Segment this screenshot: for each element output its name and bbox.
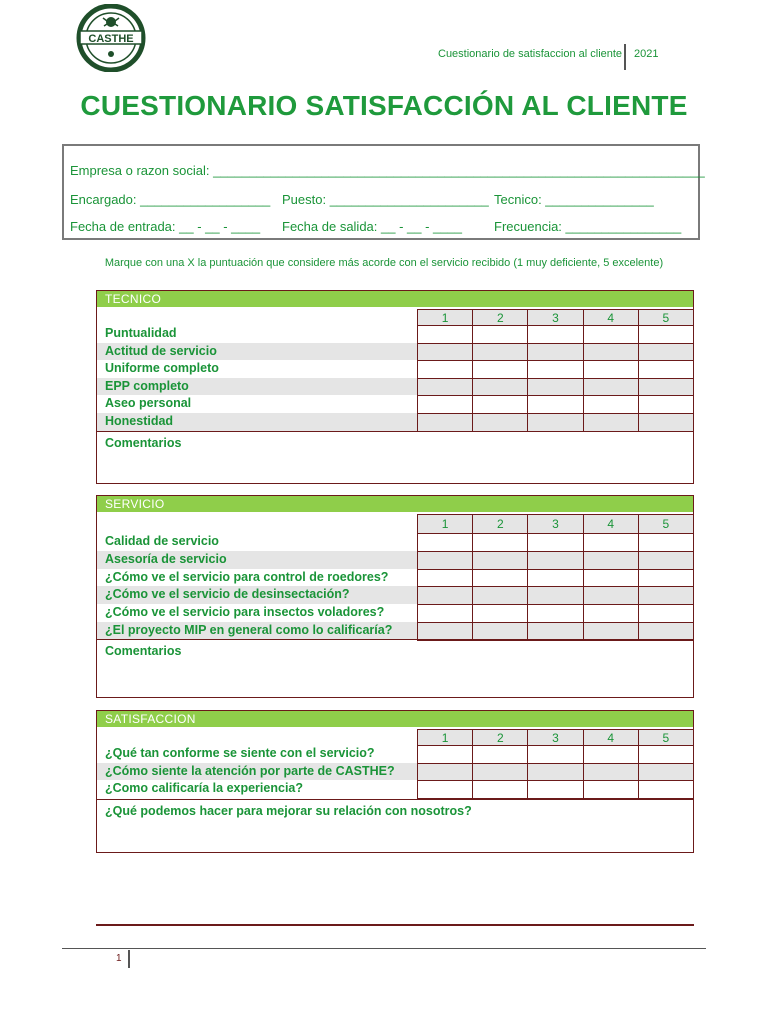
rating-cell-3[interactable]: [527, 360, 583, 379]
fecha-entrada-field[interactable]: Fecha de entrada: __ - __ - ____: [70, 219, 261, 234]
rating-cell-1[interactable]: [417, 622, 473, 641]
rating-cell-1[interactable]: [417, 533, 473, 552]
rating-cell-4[interactable]: [583, 763, 639, 782]
scale-header-4: 4: [583, 309, 639, 326]
question-label: ¿Cómo siente la atención por parte de CASTHE?: [105, 763, 395, 778]
rating-cell-5[interactable]: [638, 569, 694, 588]
rating-cell-1[interactable]: [417, 551, 473, 570]
question-label: Honestidad: [105, 414, 174, 428]
rating-cell-5[interactable]: [638, 586, 694, 605]
scale-header-3: 3: [527, 729, 583, 746]
rating-cell-2[interactable]: [472, 745, 528, 764]
instructions: Marque con una X la puntuación que considere más acorde con el servicio recibido (1 muy deficiente, 5 excelente): [104, 257, 664, 269]
rating-cell-1[interactable]: [417, 360, 473, 379]
rating-cell-3[interactable]: [527, 622, 583, 641]
rating-cell-3[interactable]: [527, 763, 583, 782]
rating-cell-5[interactable]: [638, 378, 694, 397]
scale-header-3: 3: [527, 309, 583, 326]
rating-cell-3[interactable]: [527, 586, 583, 605]
rating-cell-1[interactable]: [417, 763, 473, 782]
rating-cell-2[interactable]: [472, 360, 528, 379]
rating-cell-2[interactable]: [472, 325, 528, 344]
rating-cell-4[interactable]: [583, 413, 639, 432]
company-field[interactable]: Empresa o razon social: ____________________________________________________________________: [70, 163, 705, 178]
casthe-logo: [72, 4, 150, 72]
question-label: ¿Cómo ve el servicio para insectos voladores?: [105, 605, 385, 620]
rating-cell-3[interactable]: [527, 745, 583, 764]
rating-cell-4[interactable]: [583, 343, 639, 362]
encargado-field[interactable]: Encargado: __________________: [70, 192, 271, 207]
rating-cell-3[interactable]: [527, 569, 583, 588]
rating-cell-5[interactable]: [638, 551, 694, 570]
scale-header-1: 1: [417, 309, 473, 326]
question-label: ¿El proyecto MIP en general como lo calificaría?: [105, 623, 393, 637]
question-label: Puntualidad: [105, 326, 177, 340]
rating-cell-5[interactable]: [638, 395, 694, 414]
rating-cell-4[interactable]: [583, 745, 639, 764]
rating-cell-4[interactable]: [583, 780, 639, 799]
rating-cell-1[interactable]: [417, 378, 473, 397]
rating-cell-3[interactable]: [527, 325, 583, 344]
rating-cell-2[interactable]: [472, 343, 528, 362]
bottom-rule: [96, 924, 694, 926]
scale-header-1: 1: [417, 514, 473, 534]
rating-cell-2[interactable]: [472, 604, 528, 623]
scale-header-2: 2: [472, 729, 528, 746]
page-number: 1: [116, 953, 122, 964]
section-satisfaccion: [96, 710, 694, 853]
comment-label: ¿Qué podemos hacer para mejorar su relación con nosotros?: [105, 804, 472, 818]
rating-cell-2[interactable]: [472, 622, 528, 641]
section-header: TECNICO: [97, 291, 693, 307]
puesto-field[interactable]: Puesto: ______________________: [282, 192, 489, 207]
rating-cell-3[interactable]: [527, 533, 583, 552]
question-label: Aseo personal: [105, 396, 192, 411]
question-label: ¿Cómo ve el servicio de desinsectación?: [105, 587, 350, 602]
rating-cell-2[interactable]: [472, 533, 528, 552]
rating-cell-5[interactable]: [638, 533, 694, 552]
rating-cell-5[interactable]: [638, 325, 694, 344]
logo-name: CASTHE: [88, 33, 134, 45]
question-label: Uniforme completo: [105, 361, 219, 376]
rating-cell-1[interactable]: [417, 325, 473, 344]
frecuencia-field[interactable]: Frecuencia: ________________: [494, 219, 682, 234]
footer-rule: [62, 948, 706, 949]
rating-cell-5[interactable]: [638, 413, 694, 432]
doc-year: 2021: [634, 48, 659, 60]
rating-cell-4[interactable]: [583, 360, 639, 379]
rating-cell-1[interactable]: [417, 745, 473, 764]
doc-title: Cuestionario de satisfaccion al cliente: [438, 48, 623, 60]
rating-cell-2[interactable]: [472, 569, 528, 588]
rating-cell-1[interactable]: [417, 780, 473, 799]
section-header: SERVICIO: [97, 496, 693, 512]
comment-box[interactable]: [97, 799, 693, 852]
client-info-box: [62, 144, 705, 240]
section-servicio: [96, 495, 694, 698]
scale-header-4: 4: [583, 729, 639, 746]
scale-header-5: 5: [638, 309, 694, 326]
rating-cell-1[interactable]: [417, 413, 473, 432]
question-label: Calidad de servicio: [105, 534, 219, 548]
rating-cell-3[interactable]: [527, 378, 583, 397]
comment-box[interactable]: [97, 431, 693, 483]
rating-cell-1[interactable]: [417, 569, 473, 588]
rating-cell-4[interactable]: [583, 378, 639, 397]
rating-cell-4[interactable]: [583, 622, 639, 641]
page-title: CUESTIONARIO SATISFACCIÓN AL CLIENTE: [80, 90, 688, 121]
question-label: ¿Como calificaría la experiencia?: [105, 781, 303, 796]
comment-box[interactable]: [97, 639, 693, 697]
question-label: ¿Cómo ve el servicio para control de roedores?: [105, 569, 389, 584]
rating-cell-5[interactable]: [638, 745, 694, 764]
scale-header-2: 2: [472, 514, 528, 534]
rating-cell-3[interactable]: [527, 413, 583, 432]
rating-cell-2[interactable]: [472, 551, 528, 570]
tecnico-field[interactable]: Tecnico: _______________: [494, 192, 654, 207]
rating-cell-5[interactable]: [638, 780, 694, 799]
scale-header-2: 2: [472, 309, 528, 326]
rating-cell-1[interactable]: [417, 343, 473, 362]
rating-cell-4[interactable]: [583, 551, 639, 570]
rating-cell-3[interactable]: [527, 780, 583, 799]
rating-cell-4[interactable]: [583, 395, 639, 414]
scale-header-5: 5: [638, 514, 694, 534]
rating-cell-2[interactable]: [472, 378, 528, 397]
rating-cell-1[interactable]: [417, 586, 473, 605]
scale-header-1: 1: [417, 729, 473, 746]
rating-cell-5[interactable]: [638, 622, 694, 641]
rating-cell-2[interactable]: [472, 586, 528, 605]
rating-cell-5[interactable]: [638, 343, 694, 362]
footer-divider: [128, 950, 130, 968]
rating-cell-1[interactable]: [417, 395, 473, 414]
section-tecnico: [96, 290, 694, 484]
rating-cell-3[interactable]: [527, 604, 583, 623]
rating-cell-2[interactable]: [472, 413, 528, 432]
fecha-salida-field[interactable]: Fecha de salida: __ - __ - ____: [282, 219, 462, 234]
rating-cell-1[interactable]: [417, 604, 473, 623]
scale-header-3: 3: [527, 514, 583, 534]
question-label: ¿Qué tan conforme se siente con el servicio?: [105, 746, 375, 760]
header-divider: [624, 44, 626, 70]
rating-cell-4[interactable]: [583, 533, 639, 552]
rating-cell-4[interactable]: [583, 325, 639, 344]
comment-label: Comentarios: [105, 436, 182, 450]
comment-label: Comentarios: [105, 644, 182, 658]
question-label: EPP completo: [105, 378, 189, 393]
rating-cell-5[interactable]: [638, 604, 694, 623]
rating-cell-4[interactable]: [583, 569, 639, 588]
rating-cell-2[interactable]: [472, 780, 528, 799]
rating-cell-2[interactable]: [472, 763, 528, 782]
rating-cell-3[interactable]: [527, 551, 583, 570]
question-label: Asesoría de servicio: [105, 551, 227, 566]
scale-header-5: 5: [638, 729, 694, 746]
rating-cell-3[interactable]: [527, 343, 583, 362]
question-label: Actitud de servicio: [105, 343, 217, 358]
rating-cell-5[interactable]: [638, 360, 694, 379]
section-header: SATISFACCION: [97, 711, 693, 727]
rating-cell-2[interactable]: [472, 395, 528, 414]
rating-cell-4[interactable]: [583, 586, 639, 605]
rating-cell-4[interactable]: [583, 604, 639, 623]
rating-cell-5[interactable]: [638, 763, 694, 782]
rating-cell-3[interactable]: [527, 395, 583, 414]
scale-header-4: 4: [583, 514, 639, 534]
